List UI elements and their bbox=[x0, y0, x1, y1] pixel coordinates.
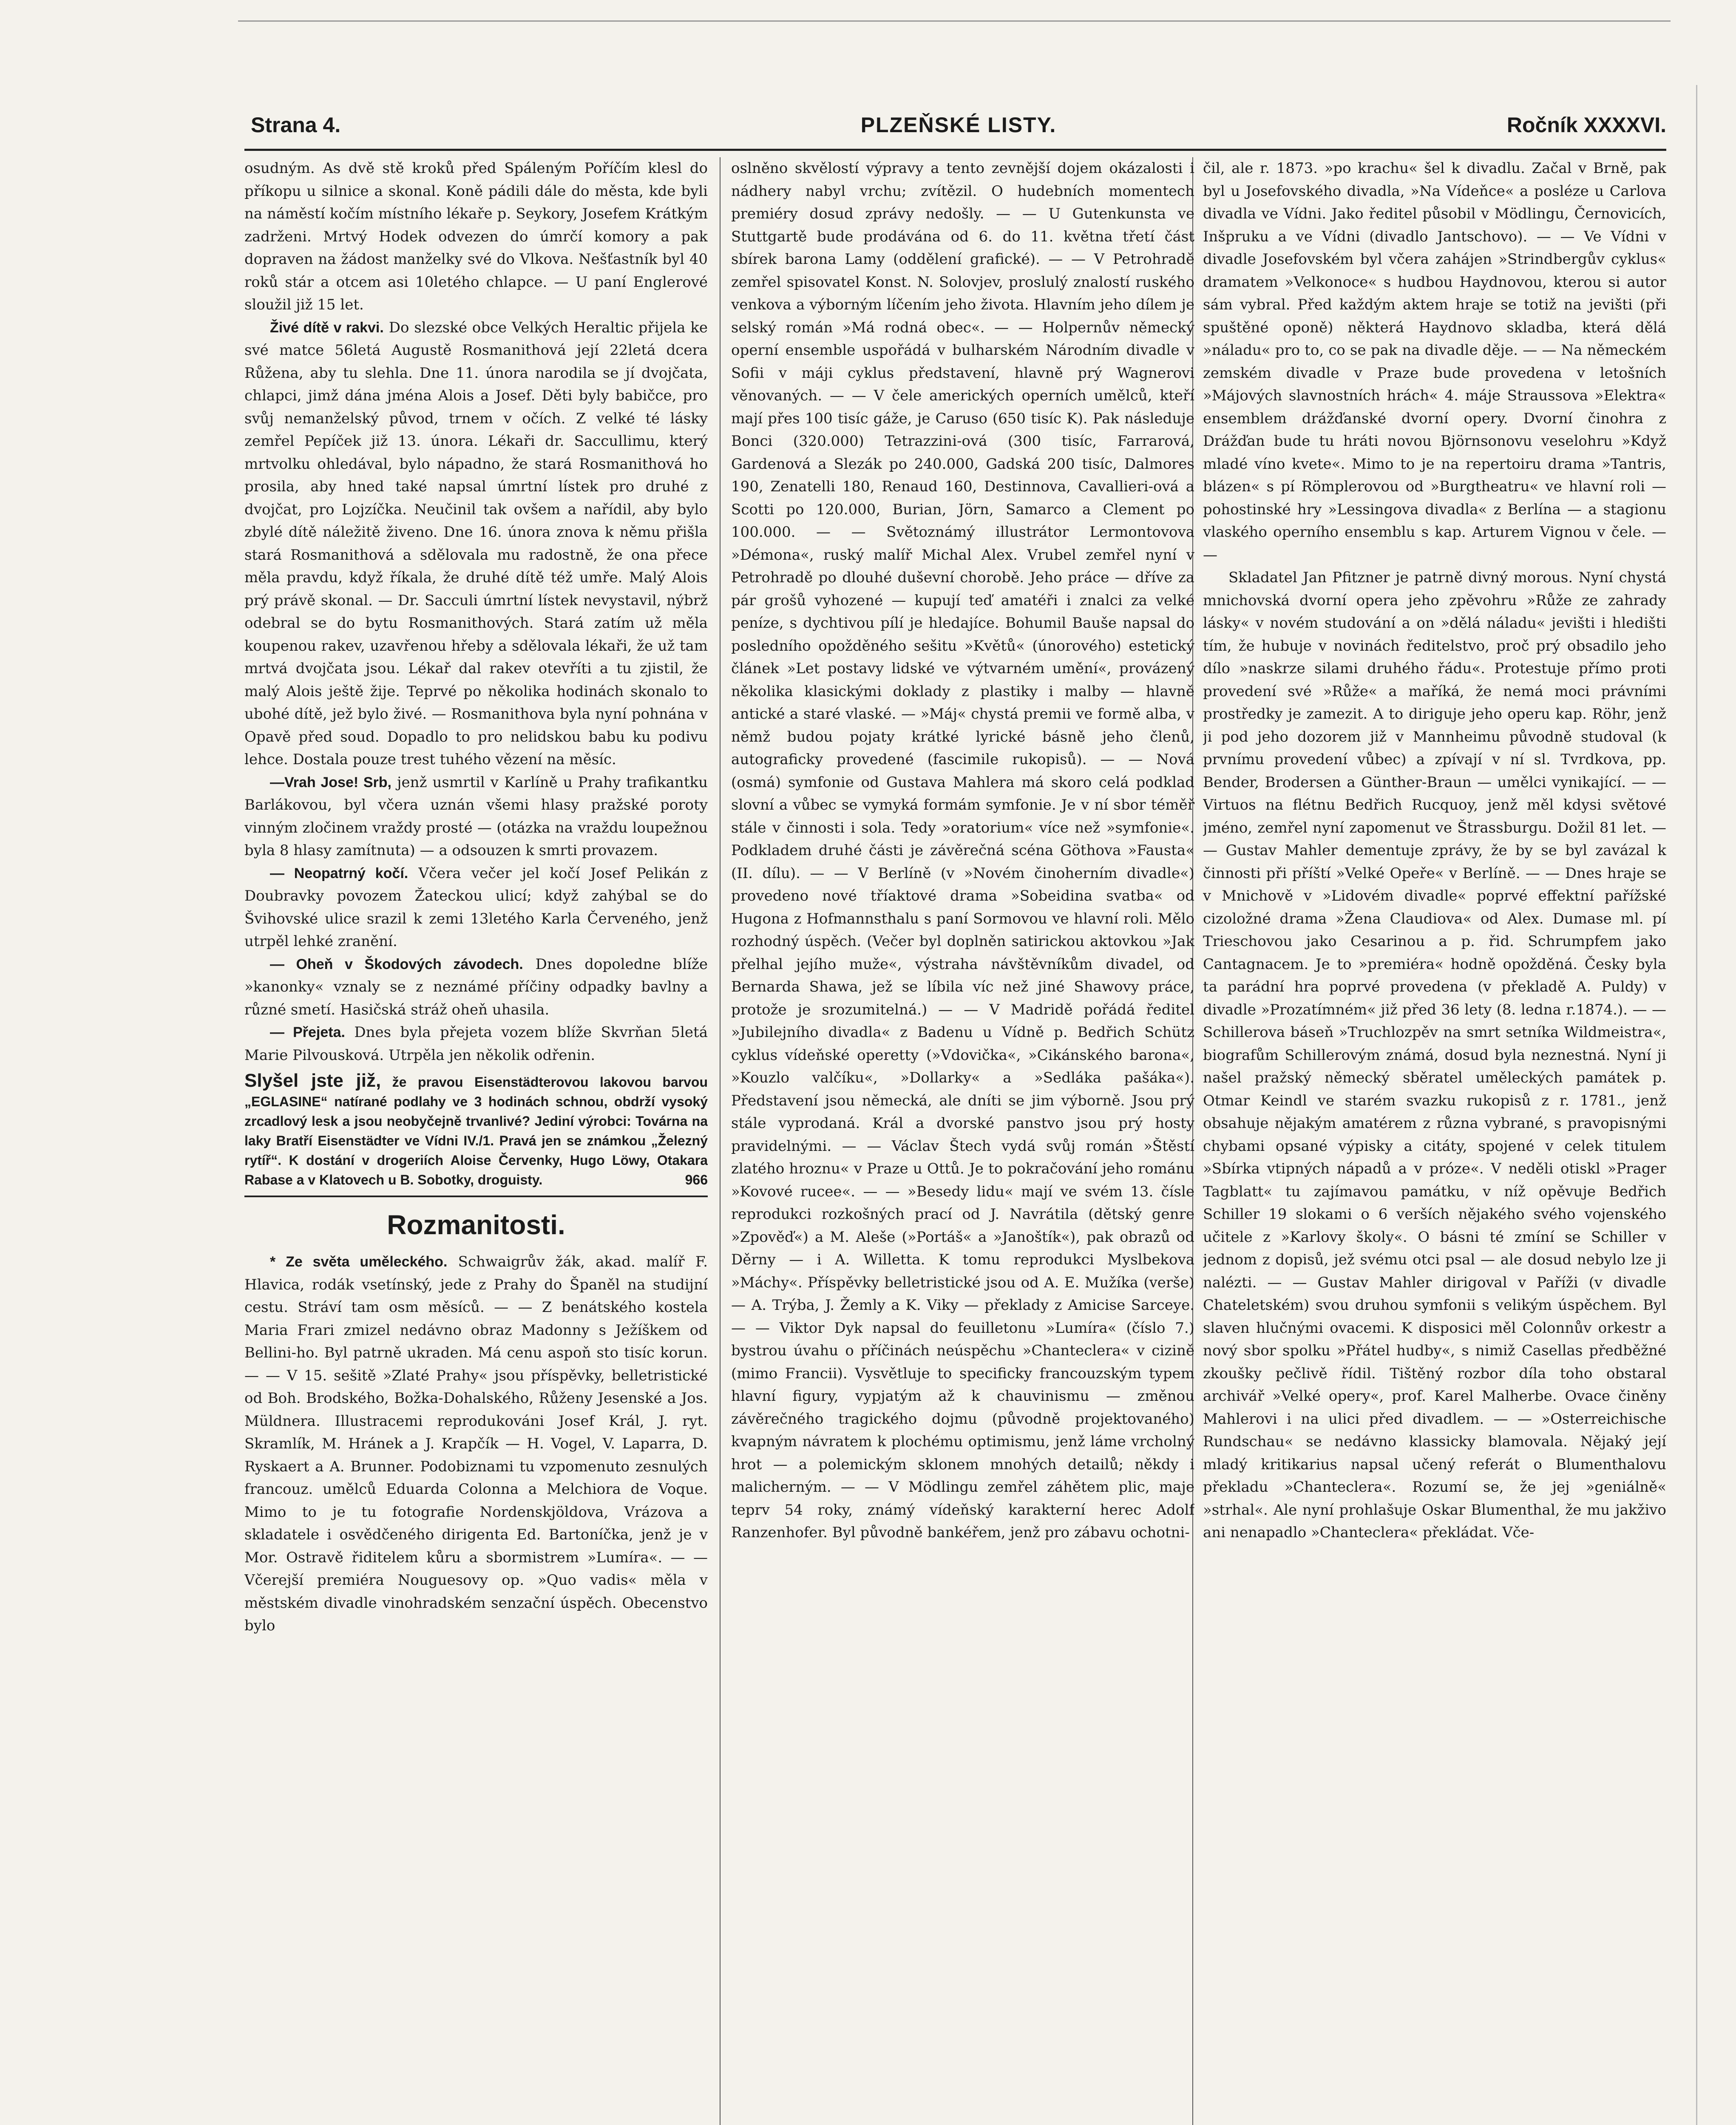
article-body: Do slezské obce Velkých Heraltic přijela ke své matce 56letá Augustě Rosmanithová její 22letá dcera Růžena, aby tu slehla. Dne 11. února narodila se jí dvojčata, chlapci, jimž dána jména Alois a Josef. Děti byly babičce, pro svůj nemanželský původ, trnem v očích. Z velké té lásky zemřel Pepíček již 13. února. Lékaři dr. Saccullimu, který mrtvolku ohledával, bylo nápadno, že stará Rosmanithová ho prosila, aby hned také napsal úmrtní lístek pro druhé z dvojčat, pro Lojzíčka. Neučinil tak ovšem a nařídil, aby bylo zbylé dítě náležitě živeno. Dne 16. února znova k němu přišla stará Rosmanithová a sdělovala mu radostně, že ona přece měla pravdu, když říkala, že druhé dítě též umře. Malý Alois prý právě skonal. — Dr. Sacculi úmrtní lístek nevystavil, nýbrž odebral se do bytu Rosmanithových. Stará zatím už měla koupenou rakev, uzavřenou hřeby a sdělovala lékaři, že už tam mrtvá dvojčata jsou. Lékař dal rakev otevříti a tu zjistil, že malý Alois ještě žije. Teprvé po několika hodinách skonalo to ubohé dítě, jež bylo živé. — Rosmanithova byla nyní pohnána v Opavě před soud. Dopadlo to pro nelidskou babu ku podivu lehce. Dostala pouze trest tuhého vězení na měsíc. bbox=[244, 319, 708, 768]
article-art-world-continued: oslněno skvělostí výpravy a tento zevnější dojem okázalosti i nádhery nabyl vrchu; zvítězil. O hudebních momentech premiéry dosud zprávy nedošly. — — U Gutenkunsta ve Stuttgartě bude prodávána od 6. do 11. května třetí část sbírek barona Lamy (oddělení grafické). — — V Petrohradě zemřel spisovatel Konst. N. Solovjev, proslulý znalostí ruského venkova a výborným líčením jeho života. Hlavním jeho dílem je selský román »Má rodná obec«. — — Holpernův německý operní ensemble uspořádá v bulharském Národním divadle v Sofii v máji cyklus představení, hlavně prý Wagnerovi věnovaných. — — V čele amerických operních umělců, kteří mají přes 100 tisíc gáže, je Caruso (650 tisíc K). Pak následuje Bonci (320.000) Tetrazzini-ová (300 tisíc, Farrarová, Gardenová a Slezák po 240.000, Gadská 200 tisíc, Dalmores 190, Zenatelli 180, Renaud 160, Destinnova, Cavallieri-ová a Scotti po 120.000, Burian, Jörn, Samarco a Clement po 100.000. — — Světoznámý illustrátor Lermontovova »Démona«, ruský malíř Michal Alex. Vrubel zemřel nyní v Petrohradě po dlouhé duševní chorobě. Jeho práce — dříve za pár grošů vyhozené — kupují teď amatéři i znalci za velké peníze, s dychtivou pílí je hledajíce. Bohumil Bauše napsal do posledního opožděného sešitu »Květů« (únorového) estetický článek »Let postavy lidské ve výtvarném umění«, provázený několika klasickými doklady z plastiky i malby — hlavně antické a staré vlaské. — »Máj« chystá premii ve formě alba, v němž budou pojaty krátké lyrické básně jeho členů, autograficky provedené (fascimile rukopisů). — — Nová (osmá) symfonie od Gustava Mahlera má skoro celá podklad slovní a vůbec se vymyká formám symfonie. Je v ní sbor téměř stále v činnosti i sola. Tedy »oratorium« více než »symfonie«. Podkladem druhé části je závěrečná scéna Göthova »Fausta« (II. dílu). — — V Berlíně (v »Novém činoherním divadle«) provedeno nové tříaktové drama »Sobeidina svatba« od Hugona z Hofmannsthalu s paní Sormovou ve hlavní roli. Mělo rozhodný úspěch. (Večer byl doplněn satirickou aktovkou »Jak přelhal jejího muže«, výstraha návštěvníkům divadel, od Bernarda Shawa, jež se líbila víc než jiné Shawovy práce, protože je srozumitelná.) — — V Madridě pořádá ředitel »Jubilejního divadla« z Badenu u Vídně p. Bedřich Schütz cyklus vídeňské operetty (»Vdovička«, »Cikánského barona«, »Kouzlo valčíku«, »Dollarky« a »Sedláka pašáka«). Představení jsou německá, ale dníti se jim výborně. Jsou prý stále vyprodaná. Král a dvorské panstvo jsou prý hosty pravidelnými. — — Václav Štech vydá svůj román »Štěstí zlatého hroznu« v Praze u Ottů. Je to pokračování jeho románu »Kovové rucee«. — — »Besedy lidu« mají ve svém 13. čísle reprodukci rozkošných prací od J. Navrátila (dětský genre »Zpověď«) a M. Aleše (»Portáš« a »Janoštík«), pak obrazů od Děrny — i A. Willetta. K tomu reprodukci Myslbekova »Máchy«. Příspěvky belletristické jsou od A. E. Mužíka (verše) — A. Trýba, J. Žemly a K. Viky — překlady z Amicise Sarceye. — — Viktor Dyk napsal do feuilletonu »Lumíra« (číslo 7.) bystrou úvahu o příčinách neúspěchu »Chanteclera« v cizině (mimo Francii). Vysvětluje to specificky francouzským typem hlavní figury, vypjatým až k chauvinismu — změnou závěrečného tragického dojmu (původně projektovaného) kvapným návratem k plochému optimismu, jenž láme vrcholný hrot — a polemickým sklonem mnohých detailů; někdy i malicherným. — — V Mödlingu zemřel záhětem plic, maje teprv 54 roky, známý vídeňský karakterní herec Adolf Ranzenhofer. Byl původně bankéřem, jenž pro zábavu ochotni- bbox=[731, 160, 1194, 1541]
right-edge-rule bbox=[1696, 85, 1697, 2125]
article-heading: —Vrah Jose! Srb, bbox=[270, 774, 391, 790]
article-run-over bbox=[244, 1021, 708, 1067]
volume-number: Ročník XXXXVI. bbox=[1506, 113, 1666, 137]
article-live-child bbox=[244, 317, 708, 771]
article-fire bbox=[244, 953, 708, 1022]
article-body: Dnes dopoledne blíže »kanonky« vznaly se z neznámé příčiny odpadky bavlny a různé smetí. Hasičská stráž oheň uhasila. bbox=[244, 955, 708, 1018]
page-number: Strana 4. bbox=[251, 113, 341, 137]
page-header bbox=[251, 113, 1666, 142]
article-body: Schwaigrův žák, akad. malíř F. Hlavica, rodák vsetínský, jede z Prahy do Španěl na studijní cestu. Stráví tam osm měsíců. — — Z benátského kostela Maria Frari zmizel nedávno obraz Madonny s Ježíškem od Bellini-ho. Byl patrně ukraden. Má cenu aspoň sto tisíc korun. — — V 15. sešitě »Zlaté Prahy« jsou příspěvky, belletristické od Boh. Brodského, Božka-Dohalského, Růženy Jesenské a Jos. Müldnera. Illustracemi reprodukováni Josef Král, J. ryt. Skramlík, M. Hránek a J. Krapčík — H. Vogel, V. Laparra, D. Ryskaert a A. Brunner. Podobiznami tu vzpomenuto zesnulých francouz. umělců Eduarda Colonna a Melchiora de Voque. Mimo to je tu fotografie Nordenskjöldova, Vrázova a skladatele i osvědčeného dirigenta Ed. Bartoníčka, jenž je v Mor. Ostravě řiditelem kůru a sbormistrem »Lumíra«. — — Včerejší premiéra Nouguesovy op. »Quo vadis« měla v městském divadle vinohradském senzační úspěch. Obecenstvo bylo bbox=[244, 1253, 708, 1634]
top-edge-rule bbox=[238, 20, 1671, 22]
article-heading: — Neopatrný kočí. bbox=[270, 865, 408, 881]
column-1 bbox=[244, 157, 708, 2125]
article-continuation: osudným. As dvě stě kroků před Spáleným Poříčím klesl do příkopu u silnice a skonal. Koně pádili dále do města, kde byli na náměstí kočím místního lékaře p. Seykory, Josefem Krátkým zadrženi. Mrtvý Hodek odvezen do úmrčí komory a pak dopraven na žádost manželky své do Vlkova. Nešťastník byl 40 roků stár a otcem asi 10letého chlapce. — U paní Englerové sloužil již 15 let. bbox=[244, 160, 708, 313]
advertisement-notice bbox=[244, 1071, 708, 1197]
newspaper-title: PLZEŇSKÉ LISTY. bbox=[860, 113, 1057, 137]
article-art-world-continued: Skladatel Jan Pfitzner je patrně divný morous. Nyní chystá mnichovská dvorní opera jeho zpěvohru »Růže ze zahrady lásky« v novém studování a on »dělá náladu« jevišti i hledišti tím, že hubuje v novinách ředitelstvo, proč prý obsadilo jeho dílo »naskrze silami druhého řádu«. Protestuje přímo proti provedení své »Růže« a maříká, že nemá moci právními prostředky je zamezit. A to diriguje jeho operu kap. Röhr, jenž ji pod jeho dozorem již v Mannheimu původně studoval (k prvnímu provedení vůbec) a zpívají v ní sl. Tvrdkova, pp. Bender, Brodersen a Günther-Braun — umělci vynikající. — — Virtuos na flétnu Bedřich Rucquoy, jenž měl kdysi světové jméno, zemřel nyní zapomenut ve Štrassburgu. Dožil 81 let. — — Gustav Mahler dementuje zprávy, že by se byl zavázal k činnosti při příští »Velké Opeře« v Berlíně. — — Dnes hraje se v Mnichově v »Lidovém divadle« poprvé effektní pařížské cizoložné drama »Žena Claudiova« od Alex. Dumase ml. pí Trieschovou jako Cesarinou a p. řid. Schrumpfem jako Cantagnacem. Je to »premiéra« hodně opožděná. Česky byla ta parádní hra poprvé provedena (v překladě A. Puldy) v divadle »Prozatímném« již před 36 lety (8. ledna r.1874.). — — Schillerova báseň »Truchlozpěv na smrt setníka Wildmeistra«, biografům Schillerovým známá, dosud byla neznestná. Nyní ji našel pražský německý sběratel uměleckých památek p. Otmar Keindl ve starém svazku rukopisů z r. 1781., jenž obsahuje nějakým amatérem z různa vybrané, s pravopisnými chybami opsané výpisky a citáty, spojené v celek titulem »Sbírka vtipných nápadů a v próze«. V neděli otiskl »Prager Tagblatt« tu zajímavou památku, v níž opěvuje Bedřich Schiller 19 slokami o 6 verších nějakého svého vojenského učitele z »Karlovy školy«. O básni té zmíní se Schiller v jednom z dopisů, jež svému otci psal — ale dosud nebylo lze ji nalézti. — — Gustav Mahler dirigoval v Paříži (v divadle Chateletském) svou druhou symfonii s velikým úspěchem. Byl slaven hlučnými ovacemi. K disposici měl Colonnův orkestr a nový sbor spolku »Přátel hudby«, s nimiž Casellas předběžné zkoušky pečlivě řídil. Tištěný rozbor díla toho obstaral archivář »Velké opery«, prof. Karel Malherbe. Ovace činěny Mahlerovi i na ulici před divadlem. — — »Osterreichische Rundschau« se nedávno klassicky blamovala. Nějaký její mladý kritikarius napsal učený referát o Blumenthalovu překladu »Chanteclera«. Rozumí se, že jej »geniálně« »strhal«. Ale nyní prohlašuje Oskar Blumenthal, že mu jakživo ani nenapadlo »Chanteclera« překládat. Vče- bbox=[1203, 569, 1666, 1541]
article-body: jenž usmrtil v Karlíně u Prahy trafikantku Barlákovou, byl včera uznán všemi hlasy pražské poroty vinným zločinem vraždy prosté — (otázka na vraždu loupežnou byla 8 hlasy zamítnuta) — a odsouzen k smrti provazem. bbox=[244, 774, 708, 859]
article-careless-driver bbox=[244, 862, 708, 953]
article-body: Dnes byla přejeta vozem blíže Skvrňan 5letá Marie Pilvousková. Utrpěla jen několik odřenin. bbox=[244, 1024, 708, 1064]
advertisement-number: 966 bbox=[685, 1172, 708, 1187]
article-art-world-continued: čil, ale r. 1873. »po krachu« šel k divadlu. Začal v Brně, pak byl u Josefovského divadla, »Na Vídeňce« a posléze u Carlova divadla ve Vídni. Jako ředitel působil v Mödlingu, Černovicích, Inšpruku a ve Vídni (divadlo Jantschovo). — — Ve Vídni v divadle Josefovském byl včera zahájen »Strindbergův cyklus« dramatem »Velkonoce« s hudbou Haydnovou, kterou si autor sám vybral. Před každým aktem hraje se totiž na jevišti (při spuštěné oponě) některá Haydnovo skladba, která dělá »náladu« pro to, co se pak na divadle děje. — — Na německém zemském divadle v Praze bude provedena v letošních »Májových slavnostních hrách« 4. máje Straussova »Elektra« ensemblem drážďanské dvorní opery. Dvorní činohra z Drážďan bude tu hráti novou Björnsonovu veselohru »Když mladé víno kvete«. Mimo to je na repertoiru drama »Tantris, blázen« s pí Römplerovou od »Burgtheatru« ve hlavní roli — pohostinské hry »Lessingova divadla« z Berlína — a stagionu vlaského operního ensemblu s kap. Arturem Vignou v čele. — — bbox=[1203, 160, 1666, 564]
advertisement-body: že pravou Eisenstädterovou lakovou barvou „EGLASINE“ natírané podlahy ve 3 hodinách schnou, obdrží vysoký zrcadlový lesk a jsou neobyčejně trvanlivé? Jediní výrobci: Továrna na laky Bratří Eisenstädter ve Vídni IV./1. Pravá jen se známkou „Železný rytíř“. K dostání v drogeriích Aloise Červenky, Hugo Löwy, Otakara Rabase a v Klatovech u B. Sobotky, droguisty. bbox=[244, 1074, 708, 1187]
article-art-world bbox=[244, 1251, 708, 1638]
article-body: Včera večer jel kočí Josef Pelikán z Doubravky povozem Žateckou ulicí; když zahýbal se do Švihovské ulice srazil k zemi 13letého Karla Červeného, jenž utrpěl lehké zranění. bbox=[244, 864, 708, 950]
article-heading: Živé dítě v rakvi. bbox=[270, 319, 384, 336]
article-heading: * Ze světa uměleckého. bbox=[270, 1254, 448, 1270]
section-title: Rozmanitosti. bbox=[387, 1210, 565, 1240]
article-murderer bbox=[244, 771, 708, 862]
header-rule bbox=[244, 149, 1666, 151]
column-2 bbox=[731, 157, 1194, 2125]
article-heading: — Oheň v Škodových závodech. bbox=[270, 956, 523, 972]
article-heading: — Přejeta. bbox=[270, 1024, 345, 1040]
column-3 bbox=[1203, 157, 1666, 2125]
advertisement-heading: Slyšel jste již, bbox=[244, 1070, 381, 1091]
